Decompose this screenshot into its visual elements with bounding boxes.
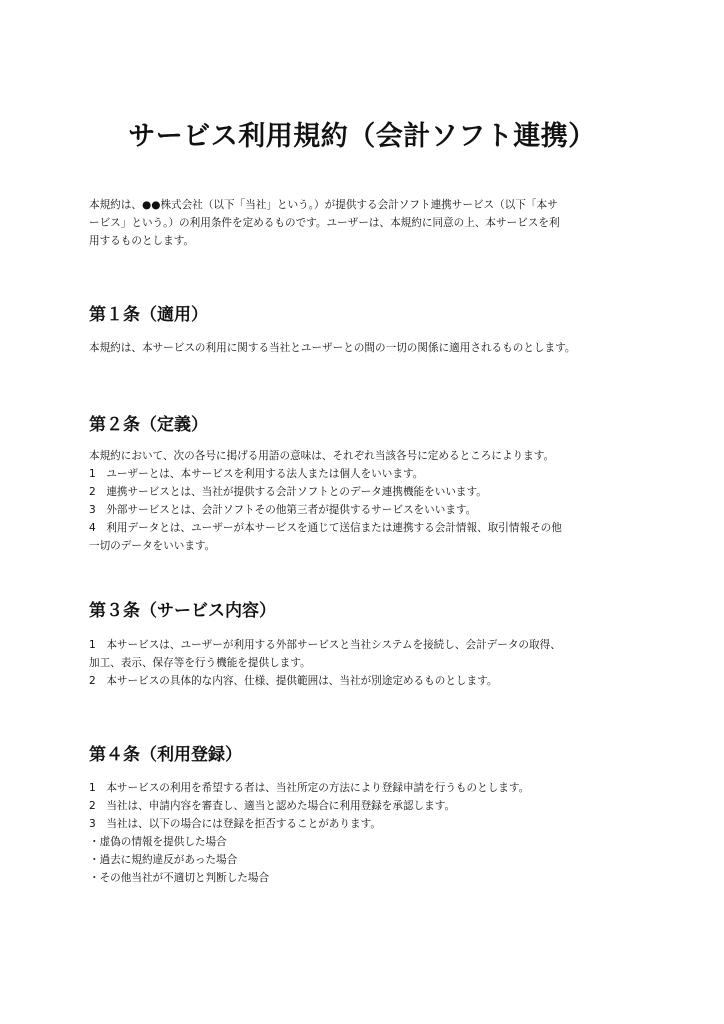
article-2-heading: 第２条（定義）: [89, 415, 208, 435]
intro-line: 用するものとします。: [89, 235, 195, 247]
bullet-item: ・過去に規約違反があった場合: [89, 854, 238, 866]
article-line: 2 本サービスの具体的な内容、仕様、提供範囲は、当社が別途定めるものとします。: [89, 675, 498, 687]
intro-line: 本規約は、●●株式会社（以下「当社」という。）が提供する会計ソフト連携サービス（以下「本サ: [89, 199, 558, 211]
article-line: 4 利用データとは、ユーザーが本サービスを通じて送信または連携する会計情報、取引情報その他: [89, 522, 562, 534]
article-3-body: [89, 636, 649, 690]
bullet-item: ・その他当社が不適切と判断した場合: [89, 872, 270, 884]
article-2-body: [89, 447, 649, 555]
intro-line: ービス」という。）の利用条件を定めるものです。ユーザーは、本規約に同意の上、本サービスを利: [89, 217, 560, 229]
article-3-heading: 第３条（サービス内容）: [89, 601, 276, 621]
article-line: 加工、表示、保存等を行う機能を提供します。: [89, 657, 311, 669]
article-line: 本規約は、本サービスの利用に関する当社とユーザーとの間の一切の関係に適用されるものとします。: [89, 342, 576, 354]
article-1-heading: 第１条（適用）: [89, 305, 208, 325]
article-4-body: [89, 779, 649, 887]
document-title: サービス利用規約（会計ソフト連携）: [128, 121, 596, 152]
intro-paragraph: [89, 196, 649, 250]
article-line: 2 当社は、申請内容を審査し、適当と認めた場合に利用登録を承認します。: [89, 800, 456, 812]
article-1-body: [89, 339, 649, 357]
article-line: 1 本サービスは、ユーザーが利用する外部サービスと当社システムを接続し、会計データの取得、: [89, 639, 561, 651]
article-line: 1 ユーザーとは、本サービスを利用する法人または個人をいいます。: [89, 468, 424, 480]
article-line: 2 連携サービスとは、当社が提供する会計ソフトとのデータ連携機能をいいます。: [89, 486, 487, 498]
bullet-item: ・虚偽の情報を提供した場合: [89, 836, 227, 848]
article-line: 一切のデータをいいます。: [89, 540, 216, 552]
article-4-heading: 第４条（利用登録）: [89, 745, 242, 765]
article-line: 3 当社は、以下の場合には登録を拒否することがあります。: [89, 818, 381, 830]
article-line: 本規約において、次の各号に掲げる用語の意味は、それぞれ当該各号に定めるところによります。: [89, 450, 555, 462]
article-line: 1 本サービスの利用を希望する者は、当社所定の方法により登録申請を行うものとします。: [89, 782, 530, 794]
article-line: 3 外部サービスとは、会計ソフトその他第三者が提供するサービスをいいます。: [89, 504, 477, 516]
